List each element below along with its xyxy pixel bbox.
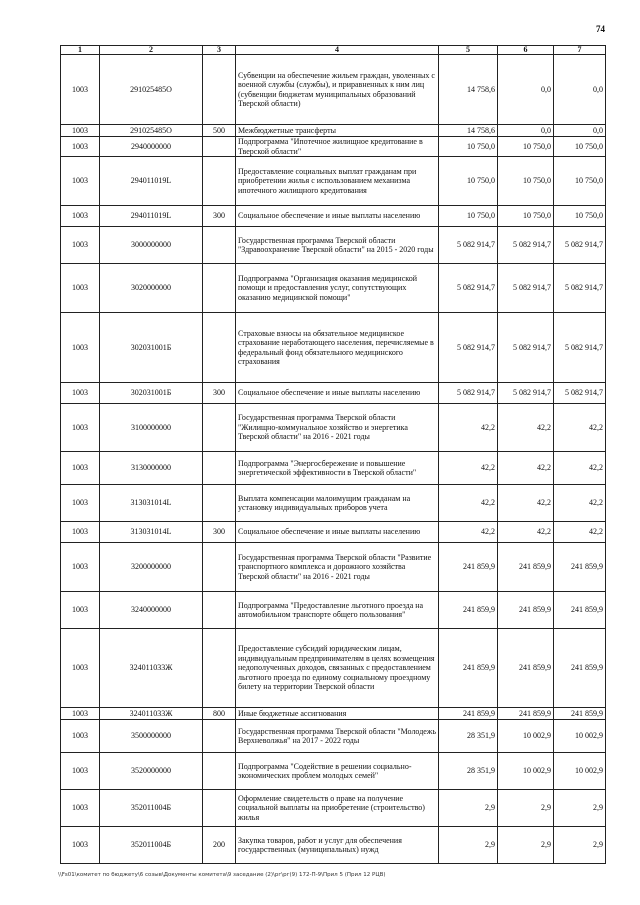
cell-amount-col6: 42,2 <box>498 452 554 485</box>
cell-target-article: 3520000000 <box>100 753 203 790</box>
cell-expense-type <box>203 55 236 125</box>
cell-amount-col5: 5 082 914,7 <box>439 313 498 383</box>
cell-section-code: 1003 <box>61 227 100 264</box>
table-row <box>61 592 606 629</box>
cell-amount-col6: 42,2 <box>498 522 554 543</box>
cell-target-article: 3130000000 <box>100 452 203 485</box>
table-row <box>61 227 606 264</box>
cell-amount-col5: 241 859,9 <box>439 543 498 592</box>
cell-expense-type: 300 <box>203 383 236 404</box>
cell-section-code: 1003 <box>61 404 100 452</box>
cell-amount-col5: 42,2 <box>439 522 498 543</box>
table-row <box>61 157 606 206</box>
cell-description: Закупка товаров, работ и услуг для обеспечения государственных (муниципальных) нужд <box>236 827 439 864</box>
cell-amount-col6: 241 859,9 <box>498 708 554 720</box>
cell-section-code: 1003 <box>61 452 100 485</box>
cell-section-code: 1003 <box>61 383 100 404</box>
cell-amount-col5: 28 351,9 <box>439 753 498 790</box>
cell-description: Подпрограмма "Содействие в решении социально-экономических проблем молодых семей" <box>236 753 439 790</box>
cell-amount-col6: 10 750,0 <box>498 137 554 157</box>
cell-amount-col5: 14 758,6 <box>439 125 498 137</box>
cell-description: Государственная программа Тверской области "Здравоохранение Тверской области" на 2015 - 2020 годы <box>236 227 439 264</box>
cell-section-code: 1003 <box>61 592 100 629</box>
table-row <box>61 383 606 404</box>
cell-expense-type <box>203 313 236 383</box>
cell-amount-col6: 10 750,0 <box>498 206 554 227</box>
cell-amount-col6: 0,0 <box>498 55 554 125</box>
cell-amount-col7: 241 859,9 <box>554 629 606 708</box>
cell-target-article: 3200000000 <box>100 543 203 592</box>
cell-expense-type <box>203 790 236 827</box>
cell-section-code: 1003 <box>61 157 100 206</box>
cell-amount-col7: 10 750,0 <box>554 206 606 227</box>
cell-amount-col5: 10 750,0 <box>439 206 498 227</box>
cell-expense-type <box>203 629 236 708</box>
cell-description: Подпрограмма "Организация оказания медицинской помощи и предоставления услуг, сопутствующих оказанию медицинской помощи" <box>236 264 439 313</box>
cell-target-article: 313031014L <box>100 485 203 522</box>
cell-section-code: 1003 <box>61 55 100 125</box>
cell-description: Государственная программа Тверской области "Молодежь Верхневолжья" на 2017 - 2022 годы <box>236 720 439 753</box>
cell-amount-col6: 10 002,9 <box>498 720 554 753</box>
cell-amount-col7: 42,2 <box>554 485 606 522</box>
table-row <box>61 522 606 543</box>
cell-amount-col5: 14 758,6 <box>439 55 498 125</box>
cell-amount-col6: 241 859,9 <box>498 592 554 629</box>
table-row <box>61 790 606 827</box>
cell-description: Государственная программа Тверской области "Жилищно-коммунальное хозяйство и энергетика Тверской области" на 2016 - 2021 годы <box>236 404 439 452</box>
cell-target-article: 294011019L <box>100 157 203 206</box>
cell-amount-col6: 5 082 914,7 <box>498 383 554 404</box>
cell-amount-col7: 5 082 914,7 <box>554 264 606 313</box>
cell-amount-col7: 2,9 <box>554 790 606 827</box>
cell-description: Оформление свидетельств о праве на получение социальной выплаты на приобретение (строительство) жилья <box>236 790 439 827</box>
cell-description: Межбюджетные трансферты <box>236 125 439 137</box>
cell-expense-type <box>203 543 236 592</box>
budget-table <box>60 45 606 864</box>
table-row <box>61 404 606 452</box>
cell-amount-col5: 5 082 914,7 <box>439 227 498 264</box>
cell-amount-col7: 42,2 <box>554 522 606 543</box>
cell-amount-col7: 10 750,0 <box>554 137 606 157</box>
cell-expense-type <box>203 264 236 313</box>
cell-expense-type <box>203 720 236 753</box>
cell-target-article: 3100000000 <box>100 404 203 452</box>
cell-amount-col7: 10 750,0 <box>554 157 606 206</box>
cell-target-article: 291025485О <box>100 55 203 125</box>
table-row <box>61 55 606 125</box>
cell-section-code: 1003 <box>61 827 100 864</box>
cell-amount-col7: 0,0 <box>554 125 606 137</box>
table-row <box>61 264 606 313</box>
cell-amount-col6: 0,0 <box>498 125 554 137</box>
column-header: 6 <box>498 46 554 55</box>
cell-description: Подпрограмма "Ипотечное жилищное кредитование в Тверской области" <box>236 137 439 157</box>
cell-expense-type <box>203 137 236 157</box>
column-header: 5 <box>439 46 498 55</box>
cell-amount-col6: 42,2 <box>498 485 554 522</box>
cell-amount-col5: 42,2 <box>439 404 498 452</box>
cell-description: Страховые взносы на обязательное медицинское страхование неработающего населения, перечисляемые в федеральный фонд обязательного медицинского страхования <box>236 313 439 383</box>
cell-section-code: 1003 <box>61 629 100 708</box>
cell-amount-col7: 5 082 914,7 <box>554 313 606 383</box>
cell-target-article: 324011033Ж <box>100 708 203 720</box>
cell-expense-type <box>203 485 236 522</box>
cell-description: Подпрограмма "Энергосбережение и повышение энергетической эффективности в Тверской области" <box>236 452 439 485</box>
cell-amount-col7: 241 859,9 <box>554 592 606 629</box>
cell-target-article: 2940000000 <box>100 137 203 157</box>
cell-target-article: 352011004Б <box>100 827 203 864</box>
table-row <box>61 485 606 522</box>
cell-amount-col6: 5 082 914,7 <box>498 313 554 383</box>
cell-section-code: 1003 <box>61 485 100 522</box>
table-header-row <box>61 46 606 55</box>
table-row <box>61 452 606 485</box>
cell-target-article: 302031001Б <box>100 383 203 404</box>
cell-amount-col6: 2,9 <box>498 827 554 864</box>
cell-amount-col7: 2,9 <box>554 827 606 864</box>
cell-target-article: 3020000000 <box>100 264 203 313</box>
table-row <box>61 137 606 157</box>
cell-amount-col7: 241 859,9 <box>554 543 606 592</box>
page-number: 74 <box>596 24 605 34</box>
cell-section-code: 1003 <box>61 313 100 383</box>
cell-section-code: 1003 <box>61 720 100 753</box>
table-row <box>61 753 606 790</box>
column-header: 4 <box>236 46 439 55</box>
table-row <box>61 720 606 753</box>
cell-expense-type: 500 <box>203 125 236 137</box>
cell-section-code: 1003 <box>61 753 100 790</box>
cell-expense-type <box>203 404 236 452</box>
cell-expense-type: 300 <box>203 522 236 543</box>
table-row <box>61 827 606 864</box>
cell-amount-col7: 10 002,9 <box>554 720 606 753</box>
cell-description: Субвенции на обеспечение жильем граждан, уволенных с военной службы (службы), и приравненных к ним лиц (субвенции бюджетам муниципальных образований Тверской области) <box>236 55 439 125</box>
cell-target-article: 352011004Б <box>100 790 203 827</box>
cell-amount-col6: 2,9 <box>498 790 554 827</box>
table-row <box>61 125 606 137</box>
column-header: 1 <box>61 46 100 55</box>
cell-description: Государственная программа Тверской области "Развитие транспортного комплекса и дорожного хозяйства Тверской области" на 2016 - 2021 годы <box>236 543 439 592</box>
cell-amount-col7: 42,2 <box>554 404 606 452</box>
cell-target-article: 313031014L <box>100 522 203 543</box>
cell-amount-col5: 10 750,0 <box>439 137 498 157</box>
footer-file-path: \\Fs01\комитет по бюджету\6 созыв\Документы комитета\9 заседание (2)\рг\рг(9) 172-П-9\Прил 5 (Прил 12 РЦВ) <box>58 872 386 878</box>
table-row <box>61 629 606 708</box>
cell-amount-col7: 241 859,9 <box>554 708 606 720</box>
cell-amount-col5: 241 859,9 <box>439 629 498 708</box>
cell-expense-type <box>203 157 236 206</box>
column-header: 2 <box>100 46 203 55</box>
cell-amount-col6: 5 082 914,7 <box>498 264 554 313</box>
cell-amount-col5: 241 859,9 <box>439 708 498 720</box>
cell-amount-col5: 42,2 <box>439 485 498 522</box>
cell-description: Иные бюджетные ассигнования <box>236 708 439 720</box>
cell-amount-col7: 42,2 <box>554 452 606 485</box>
cell-description: Выплата компенсации малоимущим гражданам на установку индивидуальных приборов учета <box>236 485 439 522</box>
cell-expense-type <box>203 753 236 790</box>
cell-amount-col6: 241 859,9 <box>498 629 554 708</box>
cell-description: Социальное обеспечение и иные выплаты населению <box>236 206 439 227</box>
table-row <box>61 708 606 720</box>
cell-amount-col6: 42,2 <box>498 404 554 452</box>
cell-amount-col5: 2,9 <box>439 827 498 864</box>
cell-expense-type <box>203 452 236 485</box>
cell-amount-col7: 5 082 914,7 <box>554 227 606 264</box>
cell-amount-col6: 5 082 914,7 <box>498 227 554 264</box>
cell-amount-col5: 2,9 <box>439 790 498 827</box>
cell-target-article: 302031001Б <box>100 313 203 383</box>
cell-description: Подпрограмма "Предоставление льготного проезда на автомобильном транспорте общего пользования" <box>236 592 439 629</box>
cell-amount-col5: 241 859,9 <box>439 592 498 629</box>
cell-description: Предоставление социальных выплат гражданам при приобретении жилья с использованием механизма ипотечного жилищного кредитования <box>236 157 439 206</box>
cell-amount-col6: 10 750,0 <box>498 157 554 206</box>
cell-target-article: 324011033Ж <box>100 629 203 708</box>
cell-amount-col5: 42,2 <box>439 452 498 485</box>
cell-section-code: 1003 <box>61 708 100 720</box>
cell-section-code: 1003 <box>61 125 100 137</box>
cell-amount-col5: 5 082 914,7 <box>439 383 498 404</box>
cell-amount-col7: 10 002,9 <box>554 753 606 790</box>
cell-amount-col7: 5 082 914,7 <box>554 383 606 404</box>
cell-amount-col5: 5 082 914,7 <box>439 264 498 313</box>
cell-expense-type <box>203 227 236 264</box>
cell-description: Социальное обеспечение и иные выплаты населению <box>236 383 439 404</box>
cell-description: Социальное обеспечение и иные выплаты населению <box>236 522 439 543</box>
column-header: 7 <box>554 46 606 55</box>
cell-amount-col7: 0,0 <box>554 55 606 125</box>
cell-target-article: 3500000000 <box>100 720 203 753</box>
cell-description: Предоставление субсидий юридическим лицам, индивидуальным предпринимателям в целях возмещения недополученных доходов, связанных с предоставлением льготного проезда по единому социальному проездному билету на территории Тверской области <box>236 629 439 708</box>
cell-target-article: 3000000000 <box>100 227 203 264</box>
column-header: 3 <box>203 46 236 55</box>
cell-section-code: 1003 <box>61 137 100 157</box>
table-row <box>61 206 606 227</box>
cell-amount-col6: 10 002,9 <box>498 753 554 790</box>
cell-target-article: 3240000000 <box>100 592 203 629</box>
cell-expense-type: 200 <box>203 827 236 864</box>
cell-target-article: 291025485О <box>100 125 203 137</box>
cell-amount-col5: 10 750,0 <box>439 157 498 206</box>
cell-expense-type: 300 <box>203 206 236 227</box>
table-row <box>61 313 606 383</box>
cell-amount-col5: 28 351,9 <box>439 720 498 753</box>
cell-target-article: 294011019L <box>100 206 203 227</box>
cell-section-code: 1003 <box>61 543 100 592</box>
table-row <box>61 543 606 592</box>
cell-expense-type <box>203 592 236 629</box>
cell-section-code: 1003 <box>61 264 100 313</box>
cell-section-code: 1003 <box>61 790 100 827</box>
cell-section-code: 1003 <box>61 206 100 227</box>
cell-amount-col6: 241 859,9 <box>498 543 554 592</box>
cell-expense-type: 800 <box>203 708 236 720</box>
cell-section-code: 1003 <box>61 522 100 543</box>
